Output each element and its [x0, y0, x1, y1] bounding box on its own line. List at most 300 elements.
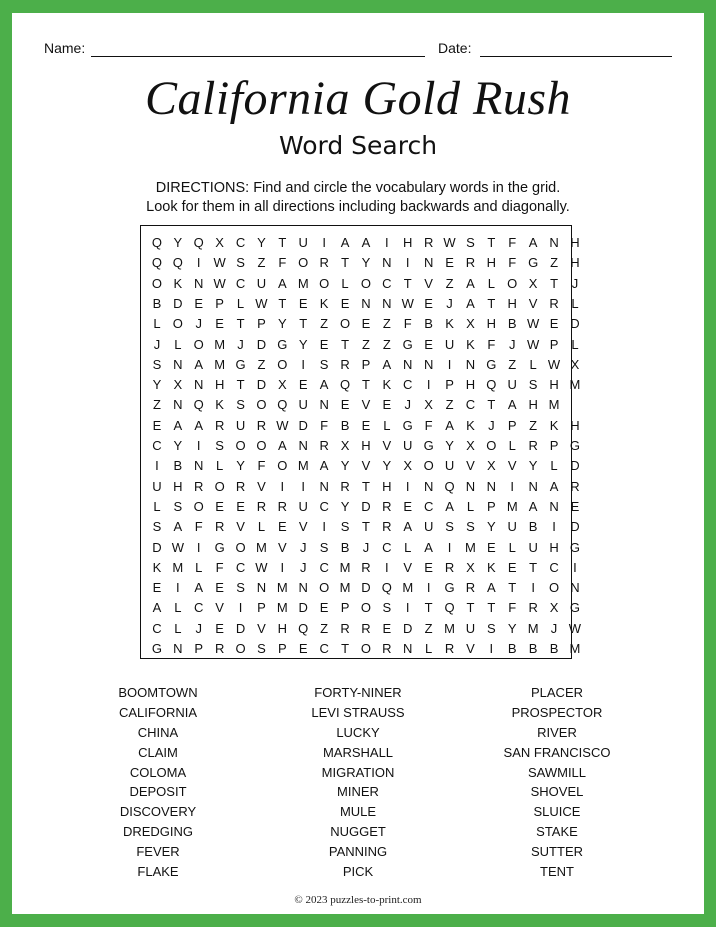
grid-letter[interactable]: O — [507, 275, 518, 291]
grid-letter[interactable]: D — [361, 498, 371, 514]
grid-letter[interactable]: W — [526, 336, 540, 352]
grid-letter[interactable]: T — [466, 600, 475, 616]
grid-letter[interactable]: H — [549, 539, 559, 555]
grid-letter[interactable]: G — [528, 255, 539, 271]
grid-letter[interactable]: C — [319, 641, 329, 656]
grid-letter[interactable]: N — [403, 641, 413, 656]
grid-letter[interactable]: O — [172, 316, 183, 332]
grid-letter[interactable]: P — [549, 336, 559, 352]
grid-letter[interactable]: J — [362, 539, 370, 555]
grid-letter[interactable]: N — [403, 356, 413, 372]
grid-letter[interactable]: R — [549, 295, 559, 311]
grid-letter[interactable]: Y — [152, 377, 162, 393]
grid-letter[interactable]: B — [340, 417, 350, 433]
grid-letter[interactable]: N — [423, 255, 434, 271]
grid-letter[interactable]: R — [194, 478, 204, 494]
grid-letter[interactable]: N — [549, 498, 559, 514]
grid-letter[interactable]: Z — [320, 316, 329, 332]
grid-letter[interactable]: L — [153, 316, 161, 332]
grid-letter[interactable]: Z — [529, 417, 538, 433]
grid-letter[interactable]: L — [508, 438, 516, 453]
grid-letter[interactable]: Q — [486, 377, 497, 393]
grid-letter[interactable]: A — [278, 438, 287, 453]
grid-letter[interactable]: Q — [381, 580, 392, 596]
grid-letter[interactable]: U — [298, 397, 308, 413]
grid-letter[interactable]: I — [531, 580, 535, 596]
grid-letter[interactable]: N — [549, 235, 559, 250]
grid-letter[interactable]: D — [570, 519, 580, 535]
grid-letter[interactable]: G — [569, 539, 580, 555]
grid-letter[interactable]: T — [361, 377, 370, 393]
grid-letter[interactable]: Y — [257, 235, 266, 250]
grid-letter[interactable]: A — [466, 275, 475, 291]
grid-letter[interactable]: P — [278, 641, 287, 656]
grid-letter[interactable]: E — [382, 397, 392, 413]
grid-letter[interactable]: Z — [382, 336, 391, 352]
grid-letter[interactable]: S — [236, 580, 245, 596]
grid-letter[interactable]: W — [213, 255, 226, 271]
grid-letter[interactable]: Y — [382, 458, 392, 474]
grid-letter[interactable]: E — [298, 377, 308, 393]
grid-letter[interactable]: F — [257, 458, 266, 474]
grid-letter[interactable]: C — [465, 397, 476, 413]
grid-letter[interactable]: R — [214, 519, 225, 535]
grid-letter[interactable]: V — [507, 458, 517, 474]
grid-letter[interactable]: P — [257, 316, 266, 332]
grid-letter[interactable]: H — [507, 295, 517, 311]
grid-letter[interactable]: H — [214, 377, 225, 393]
grid-letter[interactable]: H — [465, 377, 476, 393]
grid-letter[interactable]: O — [277, 356, 288, 372]
grid-letter[interactable]: I — [322, 235, 326, 250]
grid-letter[interactable]: C — [235, 235, 246, 250]
grid-letter[interactable]: V — [382, 438, 392, 453]
grid-letter[interactable]: G — [569, 600, 580, 616]
grid-letter[interactable]: N — [319, 397, 329, 413]
grid-letter[interactable]: L — [174, 600, 182, 616]
grid-letter[interactable]: E — [152, 580, 162, 596]
grid-letter[interactable]: T — [403, 275, 412, 291]
grid-letter[interactable]: E — [361, 417, 371, 433]
grid-letter[interactable]: J — [404, 397, 411, 413]
grid-letter[interactable]: I — [301, 356, 306, 372]
grid-letter[interactable]: N — [382, 295, 392, 311]
grid-letter[interactable]: X — [215, 235, 224, 250]
grid-letter[interactable]: T — [487, 600, 496, 616]
grid-letter[interactable]: K — [382, 377, 392, 393]
grid-letter[interactable]: I — [280, 559, 285, 575]
grid-letter[interactable]: F — [403, 316, 412, 332]
grid-letter[interactable]: Y — [173, 438, 183, 453]
grid-letter[interactable]: V — [528, 295, 538, 311]
grid-letter[interactable]: I — [573, 559, 577, 575]
grid-letter[interactable]: R — [256, 498, 267, 514]
grid-letter[interactable]: D — [361, 580, 371, 596]
grid-letter[interactable]: U — [298, 235, 308, 250]
grid-letter[interactable]: O — [486, 438, 497, 453]
grid-letter[interactable]: R — [528, 438, 538, 453]
grid-letter[interactable]: B — [528, 641, 538, 656]
grid-letter[interactable]: Y — [487, 519, 496, 535]
grid-letter[interactable]: H — [277, 620, 288, 636]
grid-letter[interactable]: J — [299, 559, 307, 575]
grid-letter[interactable]: O — [319, 275, 330, 291]
grid-letter[interactable]: L — [529, 356, 537, 372]
grid-letter[interactable]: E — [298, 295, 308, 311]
grid-letter[interactable]: I — [196, 539, 201, 555]
grid-letter[interactable]: B — [528, 519, 538, 535]
grid-letter[interactable]: N — [173, 356, 183, 372]
grid-letter[interactable]: T — [278, 295, 287, 311]
grid-letter[interactable]: N — [465, 478, 476, 494]
grid-letter[interactable]: Y — [298, 336, 308, 352]
grid-letter[interactable]: N — [361, 295, 371, 311]
grid-letter[interactable]: I — [405, 478, 410, 494]
grid-letter[interactable]: D — [173, 295, 183, 311]
grid-letter[interactable]: J — [550, 620, 558, 636]
grid-letter[interactable]: S — [236, 397, 245, 413]
grid-letter[interactable]: D — [298, 417, 308, 433]
grid-letter[interactable]: O — [235, 438, 246, 453]
grid-letter[interactable]: L — [216, 458, 224, 474]
grid-letter[interactable]: P — [340, 600, 350, 616]
grid-letter[interactable]: W — [547, 356, 561, 372]
grid-letter[interactable]: Q — [444, 478, 455, 494]
grid-letter[interactable]: R — [382, 641, 392, 656]
grid-letter[interactable]: X — [278, 377, 287, 393]
grid-letter[interactable]: R — [528, 600, 538, 616]
grid-letter[interactable]: W — [255, 559, 268, 575]
grid-letter[interactable]: R — [465, 255, 476, 271]
grid-letter[interactable]: N — [465, 356, 476, 372]
grid-letter[interactable]: T — [299, 316, 308, 332]
grid-letter[interactable]: G — [444, 580, 455, 596]
grid-letter[interactable]: T — [487, 397, 496, 413]
grid-letter[interactable]: R — [277, 498, 288, 514]
grid-letter[interactable]: A — [173, 417, 183, 433]
grid-letter[interactable]: C — [423, 498, 434, 514]
grid-letter[interactable]: M — [256, 539, 267, 555]
grid-letter[interactable]: H — [570, 235, 580, 250]
grid-letter[interactable]: U — [256, 275, 267, 291]
grid-letter[interactable]: I — [385, 559, 389, 575]
grid-letter[interactable]: W — [443, 235, 456, 250]
grid-letter[interactable]: F — [194, 519, 203, 535]
grid-letter[interactable]: R — [214, 417, 225, 433]
grid-letter[interactable]: G — [151, 641, 162, 656]
grid-letter[interactable]: J — [488, 417, 495, 433]
grid-letter[interactable]: L — [508, 539, 516, 555]
grid-letter[interactable]: Z — [257, 255, 266, 271]
grid-letter[interactable]: N — [173, 641, 183, 656]
grid-letter[interactable]: R — [423, 235, 434, 250]
grid-letter[interactable]: R — [382, 519, 392, 535]
grid-letter[interactable]: B — [507, 641, 517, 656]
grid-letter[interactable]: L — [425, 641, 433, 656]
grid-letter[interactable]: T — [361, 519, 370, 535]
grid-letter[interactable]: T — [278, 235, 287, 250]
grid-letter[interactable]: N — [570, 580, 580, 596]
grid-letter[interactable]: B — [424, 316, 433, 332]
grid-letter[interactable]: Q — [193, 235, 204, 250]
grid-letter[interactable]: O — [360, 600, 371, 616]
grid-letter[interactable]: R — [361, 559, 371, 575]
grid-letter[interactable]: M — [276, 580, 288, 596]
grid-letter[interactable]: A — [507, 397, 517, 413]
grid-letter[interactable]: O — [548, 580, 560, 596]
grid-letter[interactable]: U — [444, 336, 455, 352]
grid-letter[interactable]: R — [465, 580, 476, 596]
grid-letter[interactable]: R — [382, 498, 392, 514]
grid-letter[interactable]: M — [276, 600, 288, 616]
grid-letter[interactable]: J — [195, 620, 202, 636]
grid-letter[interactable]: F — [487, 336, 496, 352]
grid-letter[interactable]: R — [444, 641, 455, 656]
grid-letter[interactable]: L — [404, 539, 412, 555]
grid-letter[interactable]: O — [235, 539, 246, 555]
grid-letter[interactable]: U — [403, 438, 413, 453]
grid-letter[interactable]: I — [196, 255, 201, 271]
grid-letter[interactable]: Z — [320, 620, 329, 636]
grid-letter[interactable]: C — [319, 559, 329, 575]
grid-letter[interactable]: X — [424, 397, 433, 413]
grid-letter[interactable]: V — [466, 458, 475, 474]
grid-letter[interactable]: I — [238, 600, 243, 616]
grid-letter[interactable]: R — [340, 620, 350, 636]
grid-letter[interactable]: D — [570, 458, 580, 474]
grid-letter[interactable]: L — [383, 417, 391, 433]
grid-letter[interactable]: V — [361, 397, 371, 413]
grid-letter[interactable]: W — [213, 275, 226, 291]
grid-letter[interactable]: E — [445, 255, 454, 271]
grid-letter[interactable]: X — [340, 438, 350, 453]
grid-letter[interactable]: I — [489, 641, 494, 656]
grid-letter[interactable]: H — [403, 235, 413, 250]
grid-letter[interactable]: M — [297, 458, 309, 474]
grid-letter[interactable]: S — [382, 600, 392, 616]
grid-letter[interactable]: E — [382, 620, 392, 636]
grid-letter[interactable]: E — [424, 295, 433, 311]
grid-letter[interactable]: U — [298, 498, 308, 514]
grid-letter[interactable]: O — [339, 316, 351, 332]
grid-letter[interactable]: A — [340, 235, 350, 250]
grid-letter[interactable]: N — [194, 377, 204, 393]
grid-letter[interactable]: M — [339, 580, 351, 596]
grid-letter[interactable]: M — [339, 559, 351, 575]
grid-letter[interactable]: A — [403, 519, 413, 535]
grid-letter[interactable]: Y — [340, 498, 350, 514]
grid-letter[interactable]: S — [487, 620, 496, 636]
grid-letter[interactable]: U — [444, 458, 455, 474]
grid-letter[interactable]: L — [257, 519, 266, 535]
grid-letter[interactable]: C — [549, 559, 559, 575]
grid-letter[interactable]: N — [319, 478, 329, 494]
grid-letter[interactable]: E — [278, 519, 287, 535]
grid-letter[interactable]: G — [235, 356, 246, 372]
grid-letter[interactable]: S — [466, 519, 475, 535]
grid-letter[interactable]: P — [507, 417, 517, 433]
grid-letter[interactable]: U — [423, 519, 434, 535]
grid-letter[interactable]: L — [487, 275, 495, 291]
grid-letter[interactable]: G — [402, 417, 413, 433]
grid-letter[interactable]: O — [256, 438, 267, 453]
grid-letter[interactable]: A — [445, 417, 454, 433]
grid-letter[interactable]: H — [382, 478, 392, 494]
grid-letter[interactable]: V — [278, 539, 287, 555]
grid-letter[interactable]: W — [255, 295, 268, 311]
grid-letter[interactable]: I — [426, 580, 431, 596]
grid-letter[interactable]: N — [423, 478, 434, 494]
grid-letter[interactable]: T — [508, 580, 517, 596]
grid-letter[interactable]: Y — [445, 438, 454, 453]
grid-letter[interactable]: A — [424, 539, 433, 555]
grid-letter[interactable]: E — [319, 600, 329, 616]
grid-letter[interactable]: H — [549, 377, 559, 393]
grid-letter[interactable]: R — [570, 478, 580, 494]
grid-letter[interactable]: Z — [152, 397, 161, 413]
grid-letter[interactable]: Z — [257, 356, 266, 372]
grid-letter[interactable]: M — [214, 336, 226, 352]
grid-letter[interactable]: R — [444, 559, 455, 575]
grid-letter[interactable]: L — [550, 458, 558, 474]
grid-letter[interactable]: P — [549, 438, 559, 453]
grid-letter[interactable]: S — [257, 641, 266, 656]
grid-letter[interactable]: J — [237, 336, 244, 352]
grid-letter[interactable]: I — [510, 478, 515, 494]
grid-letter[interactable]: J — [571, 275, 579, 291]
grid-letter[interactable]: P — [487, 498, 496, 514]
grid-letter[interactable]: B — [173, 458, 183, 474]
grid-letter[interactable]: U — [507, 519, 517, 535]
grid-letter[interactable]: V — [257, 620, 266, 636]
grid-letter[interactable]: O — [235, 641, 246, 656]
grid-letter[interactable]: W — [171, 539, 184, 555]
grid-letter[interactable]: K — [466, 336, 475, 352]
grid-letter[interactable]: N — [256, 580, 267, 596]
grid-letter[interactable]: S — [319, 539, 329, 555]
grid-letter[interactable]: F — [424, 417, 433, 433]
grid-letter[interactable]: E — [424, 559, 433, 575]
grid-letter[interactable]: M — [569, 377, 581, 393]
grid-letter[interactable]: C — [235, 559, 246, 575]
grid-letter[interactable]: I — [176, 580, 180, 596]
grid-letter[interactable]: M — [172, 559, 184, 575]
grid-letter[interactable]: G — [277, 336, 288, 352]
grid-letter[interactable]: H — [486, 316, 497, 332]
grid-letter[interactable]: Z — [361, 336, 370, 352]
grid-letter[interactable]: C — [152, 438, 162, 453]
grid-letter[interactable]: R — [235, 478, 246, 494]
grid-letter[interactable]: I — [301, 478, 306, 494]
grid-letter[interactable]: O — [193, 498, 204, 514]
grid-letter[interactable]: I — [196, 438, 201, 453]
grid-letter[interactable]: C — [382, 275, 392, 291]
grid-letter[interactable]: E — [298, 641, 308, 656]
grid-letter[interactable]: Q — [151, 255, 162, 271]
grid-letter[interactable]: G — [423, 438, 434, 453]
grid-letter[interactable]: G — [486, 356, 497, 372]
grid-letter[interactable]: N — [423, 356, 434, 372]
grid-letter[interactable]: E — [507, 559, 517, 575]
grid-letter[interactable]: R — [340, 356, 350, 372]
grid-letter[interactable]: L — [571, 336, 579, 352]
grid-letter[interactable]: T — [529, 559, 538, 575]
grid-letter[interactable]: R — [319, 255, 329, 271]
grid-letter[interactable]: Y — [340, 458, 350, 474]
grid-letter[interactable]: Q — [444, 600, 455, 616]
grid-letter[interactable]: F — [278, 255, 287, 271]
grid-letter[interactable]: N — [486, 478, 497, 494]
grid-letter[interactable]: S — [528, 377, 538, 393]
grid-letter[interactable]: H — [486, 255, 497, 271]
grid-letter[interactable]: A — [361, 235, 371, 250]
grid-letter[interactable]: L — [174, 336, 182, 352]
grid-letter[interactable]: T — [236, 377, 245, 393]
grid-letter[interactable]: Y — [278, 316, 287, 332]
grid-letter[interactable]: A — [319, 377, 329, 393]
grid-letter[interactable]: J — [446, 295, 453, 311]
grid-letter[interactable]: A — [278, 275, 287, 291]
grid-letter[interactable]: Z — [445, 397, 454, 413]
grid-letter[interactable]: V — [215, 600, 224, 616]
grid-letter[interactable]: A — [528, 498, 538, 514]
grid-letter[interactable]: I — [385, 235, 389, 250]
grid-letter[interactable]: O — [277, 458, 288, 474]
grid-letter[interactable]: V — [257, 478, 266, 494]
grid-letter[interactable]: L — [571, 295, 579, 311]
grid-letter[interactable]: M — [569, 641, 581, 656]
grid-letter[interactable]: T — [361, 478, 370, 494]
grid-letter[interactable]: E — [403, 498, 413, 514]
grid-letter[interactable]: G — [402, 336, 413, 352]
grid-letter[interactable]: Q — [172, 255, 183, 271]
grid-letter[interactable]: K — [549, 417, 559, 433]
grid-letter[interactable]: T — [487, 235, 496, 250]
grid-letter[interactable]: K — [466, 417, 475, 433]
grid-letter[interactable]: M — [548, 397, 560, 413]
grid-letter[interactable]: D — [403, 620, 413, 636]
grid-letter[interactable]: M — [402, 580, 414, 596]
grid-letter[interactable]: C — [194, 600, 204, 616]
grid-letter[interactable]: W — [401, 295, 414, 311]
grid-letter[interactable]: H — [173, 478, 183, 494]
grid-letter[interactable]: S — [466, 235, 475, 250]
grid-letter[interactable]: E — [236, 498, 245, 514]
grid-letter[interactable]: U — [465, 620, 476, 636]
grid-letter[interactable]: A — [382, 356, 392, 372]
grid-letter[interactable]: X — [487, 458, 496, 474]
grid-letter[interactable]: F — [508, 255, 517, 271]
grid-letter[interactable]: W — [276, 417, 289, 433]
grid-letter[interactable]: X — [570, 356, 580, 372]
grid-letter[interactable]: K — [487, 559, 496, 575]
grid-letter[interactable]: N — [298, 580, 308, 596]
grid-letter[interactable]: A — [173, 519, 183, 535]
grid-letter[interactable]: E — [340, 397, 350, 413]
grid-letter[interactable]: R — [340, 478, 350, 494]
grid-letter[interactable]: M — [444, 620, 455, 636]
grid-letter[interactable]: T — [424, 600, 433, 616]
grid-letter[interactable]: E — [215, 580, 224, 596]
grid-letter[interactable]: K — [445, 316, 454, 332]
grid-letter[interactable]: O — [256, 397, 267, 413]
grid-letter[interactable]: M — [506, 498, 518, 514]
grid-letter[interactable]: Y — [361, 255, 371, 271]
grid-letter[interactable]: I — [155, 458, 159, 474]
grid-letter[interactable]: J — [508, 336, 516, 352]
grid-letter[interactable]: P — [194, 641, 204, 656]
grid-letter[interactable]: I — [405, 255, 410, 271]
